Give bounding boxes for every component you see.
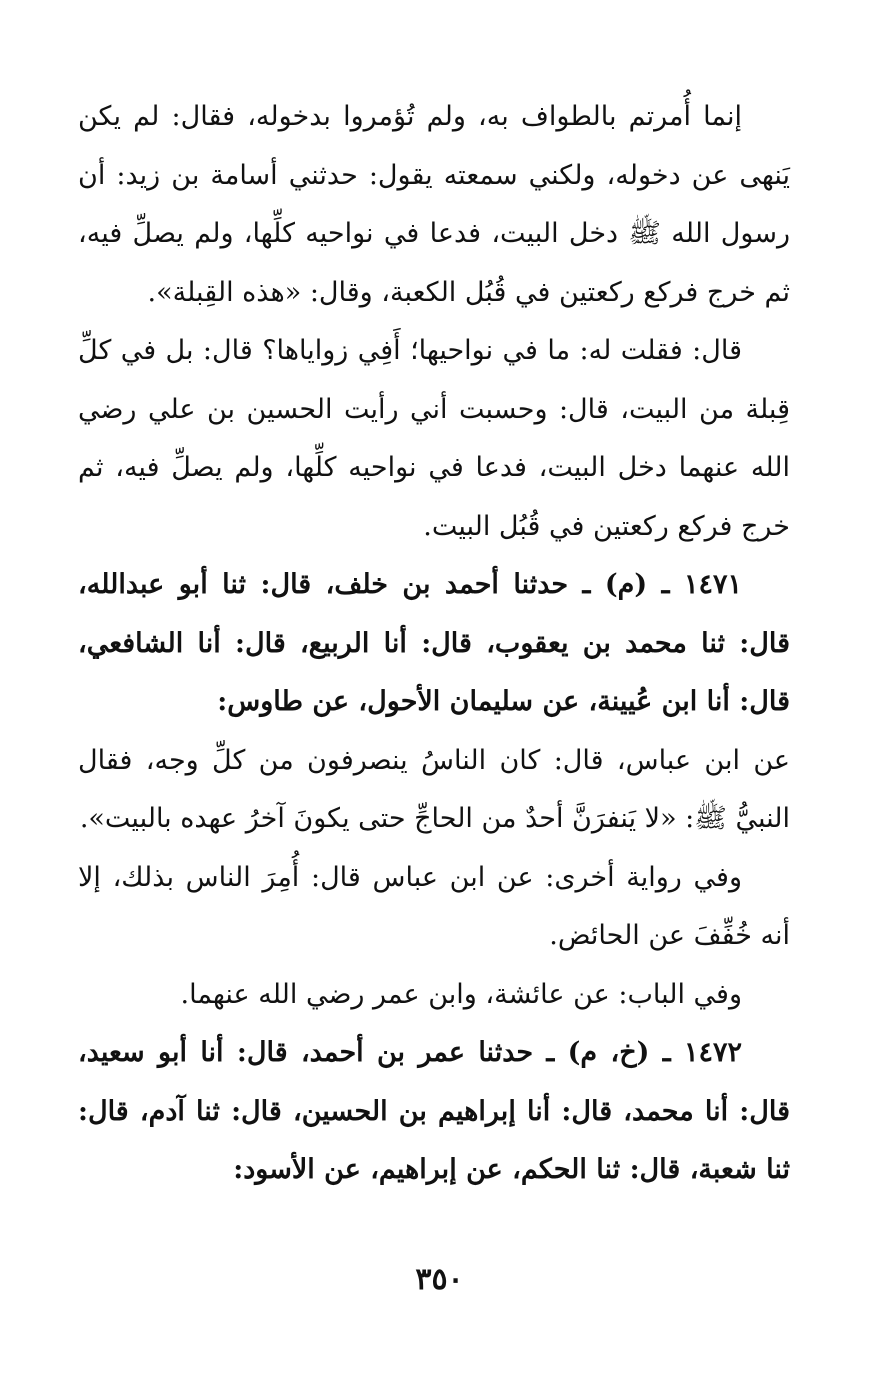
- hadith-1472-isnad: ١٤٧٢ ـ (خ، م) ـ حدثنا عمر بن أحمد، قال: أنا أبو سعيد، قال: أنا محمد، قال: أنا إبراهيم بن الحسين، قال: ثنا آدم، قال: ثنا شعبة، قال: ثنا الحكم، عن إبراهيم، عن الأسود:: [78, 1037, 790, 1185]
- other-narration: وفي رواية أخرى: عن ابن عباس قال: أُمِرَ الناس بذلك، إلا أنه خُفِّفَ عن الحائض.: [78, 861, 790, 951]
- page-body: [78, 88, 790, 1200]
- hadith-1471-isnad: ١٤٧١ ـ (م) ـ حدثنا أحمد بن خلف، قال: ثنا أبو عبدالله، قال: ثنا محمد بن يعقوب، قال: أنا الربيع، قال: أنا الشافعي، قال: أنا ابن عُيينة، عن سليمان الأحول، عن طاوس:: [78, 569, 790, 717]
- page-number: ٣٥٠: [415, 1262, 464, 1297]
- paragraph-1: إنما أُمرتم بالطواف به، ولم تُؤمروا بدخوله، فقال: لم يكن يَنهى عن دخوله، ولكني سمعته يقول: حدثني أسامة بن زيد: أن رسول الله ﷺ دخل البيت، فدعا في نواحيه كلِّها، ولم يصلِّ فيه، ثم خرج فركع ركعتين في قُبُل الكعبة، وقال: «هذه القِبلة».: [78, 101, 790, 308]
- chapter-note: وفي الباب: عن عائشة، وابن عمر رضي الله عنهما.: [180, 978, 742, 1010]
- hadith-1471-matn: عن ابن عباس، قال: كان الناسُ ينصرفون من كلِّ وجه، فقال النبيُّ ﷺ: «لا يَنفرَنَّ أحدٌ من الحاجِّ حتى يكونَ آخرُ عهده بالبيت».: [78, 744, 790, 834]
- paragraph-2: قال: فقلت له: ما في نواحيها؛ أَفِي زواياها؟ قال: بل في كلِّ قِبلة من البيت، قال: وحسبت أني رأيت الحسين بن علي رضي الله عنهما دخل البيت، فدعا في نواحيه كلِّها، ولم يصلِّ فيه، ثم خرج فركع ركعتين في قُبُل البيت.: [78, 335, 790, 542]
